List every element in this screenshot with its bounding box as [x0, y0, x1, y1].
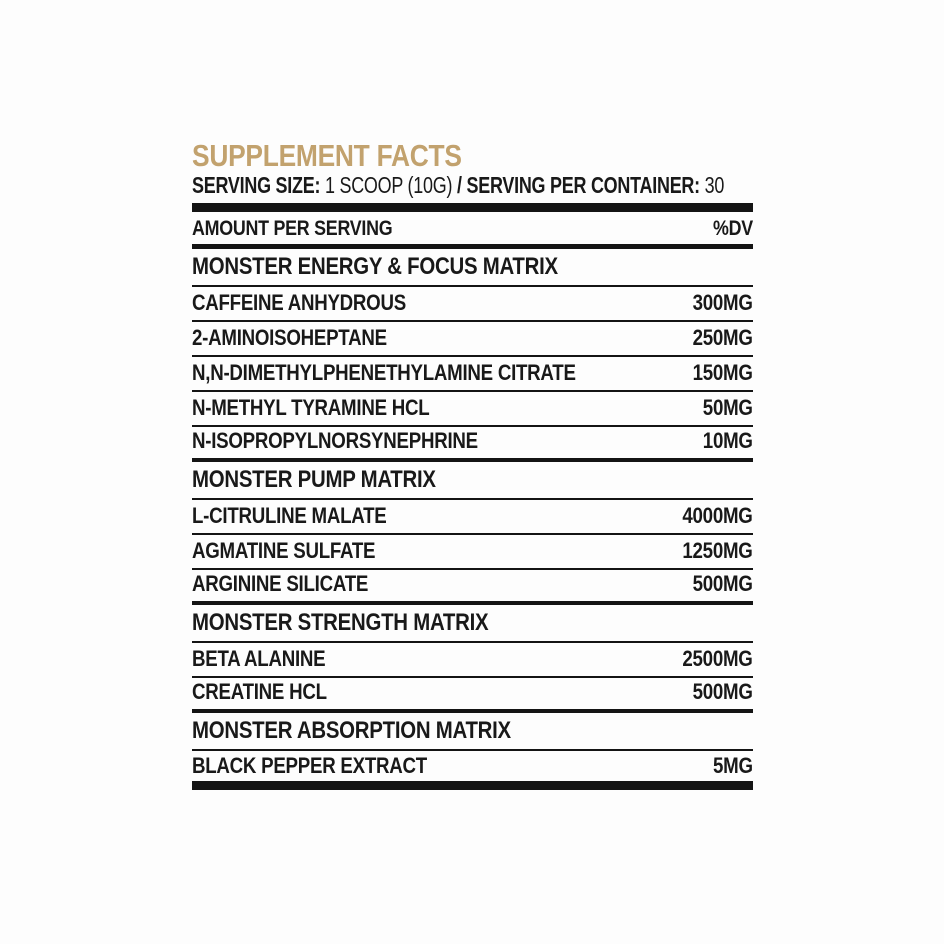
- section-header-absorption: MONSTER ABSORPTION MATRIX: [192, 713, 753, 751]
- ingredient-amount: 10MG: [703, 428, 753, 453]
- servings-per-container-value: 30: [704, 172, 725, 198]
- ingredient-row-nn-dimethylphenethylamine-citrate: [192, 357, 753, 392]
- ingredient-row-creatine-hcl: [192, 678, 753, 713]
- ingredient-row-beta-alanine: [192, 643, 753, 678]
- ingredient-row-l-citruline-malate: [192, 500, 753, 535]
- section-header-pump: MONSTER PUMP MATRIX: [192, 462, 753, 500]
- serving-info-text: [192, 172, 724, 199]
- serving-info-line: [192, 172, 753, 203]
- ingredient-name: BETA ALANINE: [192, 646, 326, 671]
- ingredient-name: CAFFEINE ANHYDROUS: [192, 290, 406, 315]
- column-header-row: [192, 212, 753, 249]
- ingredient-name: L-CITRULINE MALATE: [192, 503, 387, 528]
- ingredient-name: BLACK PEPPER EXTRACT: [192, 753, 427, 778]
- serving-size-label: SERVING SIZE:: [192, 172, 321, 198]
- supplement-facts-panel: [192, 138, 753, 790]
- ingredient-name: CREATINE HCL: [192, 679, 327, 704]
- panel-title-text: SUPPLEMENT FACTS: [192, 138, 462, 173]
- percent-dv-header: %DV: [713, 217, 753, 240]
- ingredient-amount: 5MG: [713, 753, 753, 778]
- top-divider-bar: [192, 203, 753, 212]
- serving-separator: /: [456, 172, 462, 198]
- ingredient-amount: 150MG: [692, 360, 753, 385]
- ingredient-row-black-pepper-extract: [192, 751, 753, 781]
- ingredient-amount: 300MG: [692, 290, 753, 315]
- amount-per-serving-header: AMOUNT PER SERVING: [192, 217, 393, 240]
- ingredient-name: ARGININE SILICATE: [192, 571, 369, 596]
- ingredient-name: AGMATINE SULFATE: [192, 538, 376, 563]
- serving-size-value: 1 SCOOP (10G): [324, 172, 453, 198]
- section-header-strength: MONSTER STRENGTH MATRIX: [192, 605, 753, 643]
- ingredient-name: N-ISOPROPYLNORSYNEPHRINE: [192, 428, 478, 453]
- ingredient-row-caffeine-anhydrous: [192, 287, 753, 322]
- ingredient-row-2-aminoisoheptane: [192, 322, 753, 357]
- bottom-divider-bar: [192, 781, 753, 790]
- ingredient-name: 2-AMINOISOHEPTANE: [192, 325, 387, 350]
- ingredient-amount: 500MG: [692, 679, 753, 704]
- ingredient-amount: 1250MG: [682, 538, 753, 563]
- ingredient-amount: 250MG: [692, 325, 753, 350]
- ingredient-amount: 4000MG: [682, 503, 753, 528]
- ingredient-amount: 50MG: [703, 395, 753, 420]
- ingredient-row-n-isopropylnorsynephrine: [192, 427, 753, 462]
- ingredient-name: N-METHYL TYRAMINE HCL: [192, 395, 430, 420]
- ingredient-row-agmatine-sulfate: [192, 535, 753, 570]
- ingredient-amount: 500MG: [692, 571, 753, 596]
- ingredient-amount: 2500MG: [682, 646, 753, 671]
- ingredient-row-n-methyl-tyramine-hcl: [192, 392, 753, 427]
- panel-title: [192, 138, 753, 172]
- ingredient-row-arginine-silicate: [192, 570, 753, 605]
- ingredient-name: N,N-DIMETHYLPHENETHYLAMINE CITRATE: [192, 360, 576, 385]
- servings-per-container-label: SERVING PER CONTAINER:: [466, 172, 700, 198]
- section-header-energy-focus: MONSTER ENERGY & FOCUS MATRIX: [192, 249, 753, 287]
